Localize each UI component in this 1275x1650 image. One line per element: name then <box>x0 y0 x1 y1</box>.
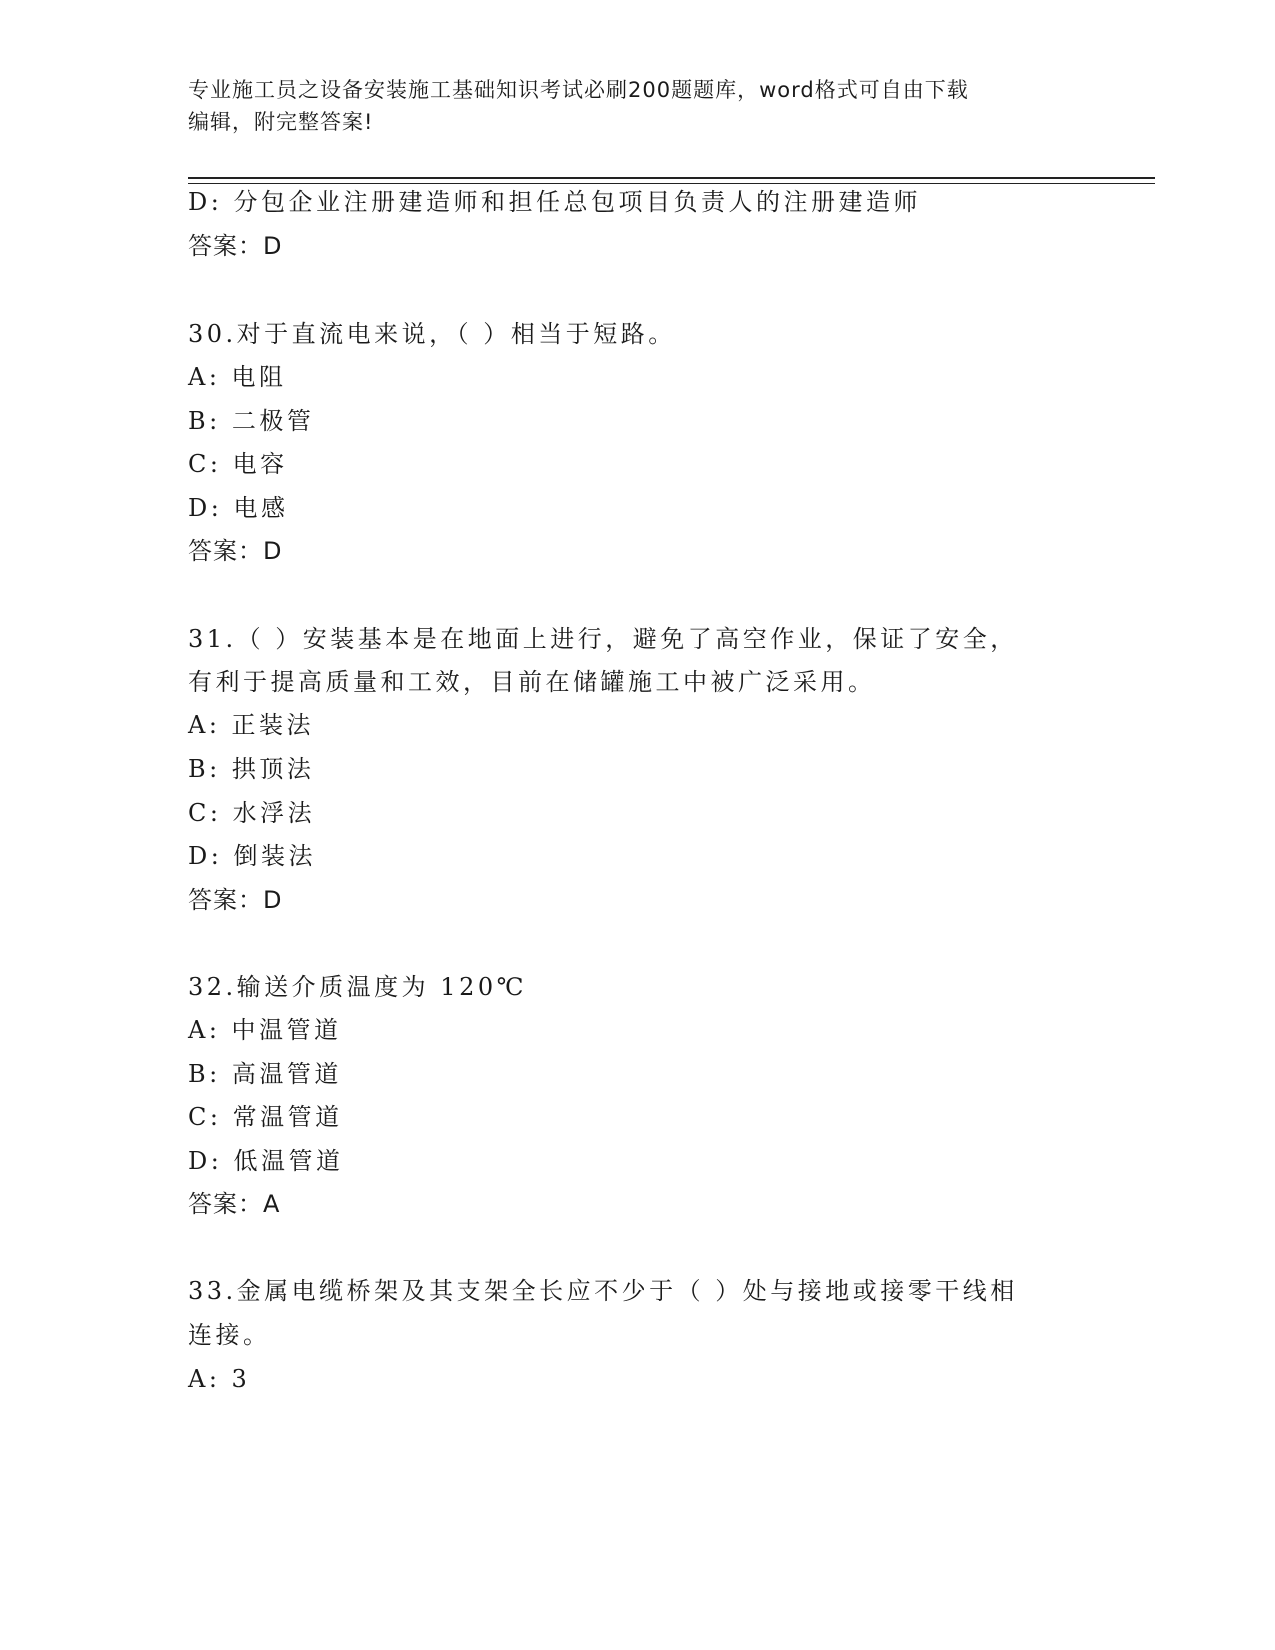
q30-option-c: C: 电容 <box>188 450 288 478</box>
header-line-2: 编辑，附完整答案! <box>188 110 374 134</box>
header-divider-thick <box>188 177 1155 179</box>
q32-option-a: A: 中温管道 <box>188 1016 342 1044</box>
q32-stem: 32.输送介质温度为 120℃ <box>188 973 527 1001</box>
q33-stem-line-2: 连接。 <box>188 1321 271 1349</box>
q30-option-d: D: 电感 <box>188 494 289 522</box>
q31-option-d: D: 倒装法 <box>188 842 316 870</box>
q31-stem-line-1: 31.（ ）安装基本是在地面上进行，避免了高空作业，保证了安全， <box>188 625 1018 653</box>
q33-option-a: A: 3 <box>188 1365 251 1393</box>
header-line-1: 专业施工员之设备安装施工基础知识考试必刷200题题库，word格式可自由下载 <box>188 78 969 102</box>
document-header <box>188 74 1068 138</box>
header-divider-thin <box>188 183 1155 184</box>
q30-stem: 30.对于直流电来说，（ ）相当于短路。 <box>188 320 676 348</box>
q31-stem-line-2: 有利于提高质量和工效，目前在储罐施工中被广泛采用。 <box>188 668 876 696</box>
q31-answer: 答案：D <box>188 886 283 914</box>
q29-answer: 答案：D <box>188 232 283 260</box>
q31-option-a: A: 正装法 <box>188 711 315 739</box>
q30-option-b: B: 二极管 <box>188 407 315 435</box>
q33-stem-line-1: 33.金属电缆桥架及其支架全长应不少于（ ）处与接地或接零干线相 <box>188 1277 1018 1305</box>
q30-answer: 答案：D <box>188 537 283 565</box>
q32-option-b: B: 高温管道 <box>188 1060 342 1088</box>
q32-option-c: C: 常温管道 <box>188 1103 343 1131</box>
q32-option-d: D: 低温管道 <box>188 1147 344 1175</box>
q31-option-c: C: 水浮法 <box>188 799 316 827</box>
q30-option-a: A: 电阻 <box>188 363 287 391</box>
q31-option-b: B: 拱顶法 <box>188 755 315 783</box>
q29-option-d: D: 分包企业注册建造师和担任总包项目负责人的注册建造师 <box>188 188 921 216</box>
q32-answer: 答案：A <box>188 1190 281 1218</box>
